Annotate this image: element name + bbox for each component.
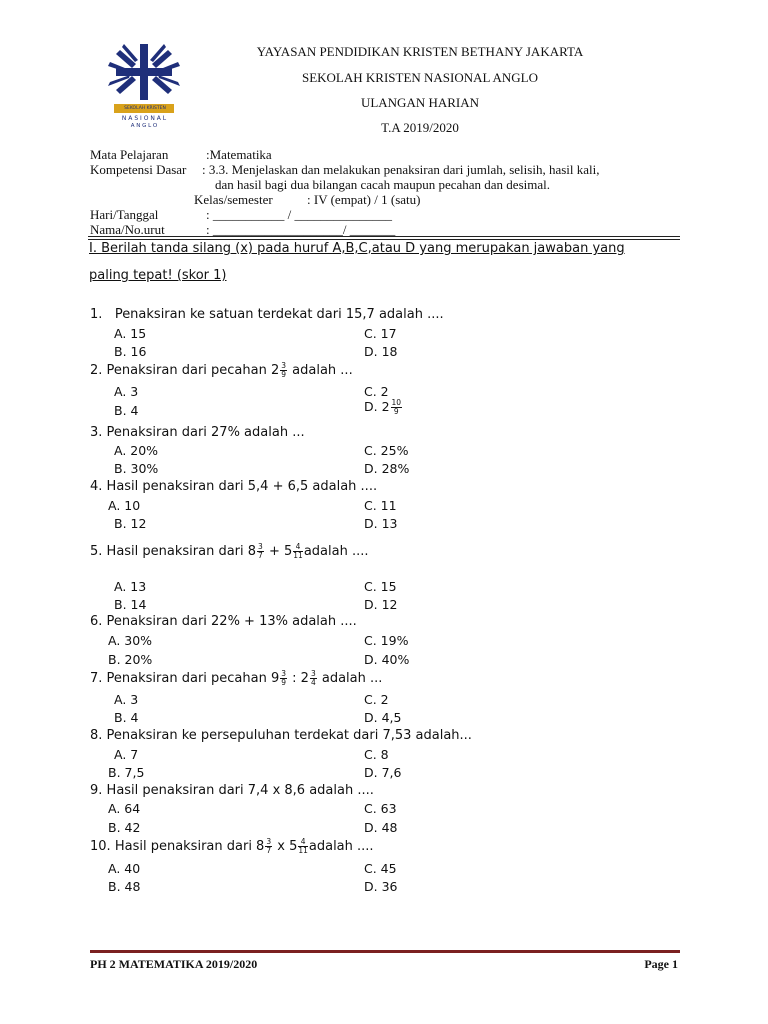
option-d: D. 13 — [364, 516, 398, 531]
header-rule-2 — [88, 239, 680, 240]
question-number: 7. — [90, 671, 103, 686]
question-number: 3. — [90, 425, 103, 440]
option-b: B. 48 — [108, 879, 141, 894]
question-6 — [90, 614, 357, 629]
mapel-value: :Matematika — [206, 147, 272, 162]
option-a: A. 64 — [108, 801, 141, 816]
question-2 — [90, 362, 353, 379]
footer-page: Page 1 — [644, 957, 678, 971]
option-b: B. 12 — [114, 516, 147, 531]
fraction: $\frac{3}{9}$ — [281, 669, 287, 687]
fraction: $\frac{4}{11}$ — [298, 837, 308, 855]
question-text: Hasil penaksiran dari 8 — [106, 544, 257, 559]
kelas-value: : IV (empat) / 1 (satu) — [307, 192, 421, 207]
question-5: 5. Hasil penaksiran dari 8 $\frac{3}{7}$ + 5 $\frac{4}{11}$ adalah .... — [90, 542, 369, 560]
option-a: A. 10 — [108, 498, 141, 513]
question-number: 10. — [90, 839, 111, 854]
logo-text-bottom1: N A S I O N A L — [121, 115, 167, 122]
footer-rule — [90, 950, 680, 953]
option-b: B. 30% — [114, 461, 159, 476]
question-text: Penaksiran dari pecahan 2 — [106, 363, 280, 378]
fraction: $\frac{3}{9}$ — [281, 361, 287, 379]
question-text-end: adalah .... — [303, 544, 369, 559]
instruction-line-2: paling tepat! (skor 1) — [89, 268, 227, 283]
question-text: Penaksiran dari 27% adalah ... — [106, 425, 305, 440]
question-4 — [90, 479, 377, 494]
question-3 — [90, 425, 305, 440]
option-a: A. 15 — [114, 326, 147, 341]
option-c: C. 63 — [364, 801, 397, 816]
logo-text-top: SEKOLAH KRISTEN — [124, 106, 166, 111]
instruction-line-1: I. Berilah tanda silang (x) pada huruf A,B,C,atau D yang merupakan jawaban yang — [89, 241, 625, 256]
option-d: D. 18 — [364, 344, 398, 359]
option-b: B. 16 — [114, 344, 147, 359]
option-d: D. 48 — [364, 820, 398, 835]
option-a: A. 3 — [114, 384, 139, 399]
question-text: Penaksiran ke persepuluhan terdekat dari 7,53 adalah... — [106, 728, 472, 743]
option-a: A. 13 — [114, 579, 147, 594]
option-c: C. 15 — [364, 579, 397, 594]
question-number: 1. — [90, 307, 103, 322]
question-number: 5. — [90, 544, 103, 559]
question-text: Hasil penaksiran dari 8 — [114, 839, 265, 854]
question-text: Penaksiran dari 22% + 13% adalah .... — [106, 614, 357, 629]
option-a: A. 20% — [114, 443, 159, 458]
option-c: C. 25% — [364, 443, 409, 458]
option-b: B. 42 — [108, 820, 141, 835]
option-d: D. 12 — [364, 597, 398, 612]
question-9 — [90, 783, 374, 798]
question-number: 9. — [90, 783, 103, 798]
kd-value-2: dan hasil bagi dua bilangan cacah maupun pecahan dan desimal. — [215, 177, 550, 192]
option-c: C. 19% — [364, 633, 409, 648]
nama-value: : ____________________/ _______ — [206, 222, 396, 237]
option-b: B. 7,5 — [108, 765, 145, 780]
fraction: $\frac{4}{11}$ — [293, 542, 303, 560]
option-b: B. 20% — [108, 652, 153, 667]
option-d: D. 4,5 — [364, 710, 402, 725]
question-number: 4. — [90, 479, 103, 494]
question-7: 7. Penaksiran dari pecahan 9 $\frac{3}{9}$ : 2 $\frac{3}{4}$ adalah ... — [90, 669, 383, 687]
question-10: 10. Hasil penaksiran dari 8 $\frac{3}{7}$ x 5 $\frac{4}{11}$ adalah .... — [90, 837, 374, 855]
option-d: D. 40% — [364, 652, 410, 667]
option-a: A. 3 — [114, 692, 139, 707]
option-c: C. 2 — [364, 384, 389, 399]
option-a: A. 7 — [114, 747, 139, 762]
kd-value-1: : 3.3. Menjelaskan dan melakukan penaksiran dari jumlah, selisih, hasil kali, — [202, 162, 600, 177]
question-text-end: adalah .... — [308, 839, 374, 854]
hari-value: : ___________ / _______________ — [206, 207, 392, 222]
nama-label: Nama/No.urut — [90, 222, 165, 237]
fraction: $\frac{3}{7}$ — [266, 837, 272, 855]
option-b: B. 4 — [114, 710, 139, 725]
fraction: $\frac{3}{7}$ — [258, 542, 263, 560]
question-text: Penaksiran ke satuan terdekat dari 15,7 adalah .... — [114, 307, 444, 322]
option-a: A. 40 — [108, 861, 141, 876]
option-c: C. 8 — [364, 747, 389, 762]
hari-label: Hari/Tanggal — [90, 207, 159, 222]
header-exam: ULANGAN HARIAN — [360, 95, 480, 110]
question-1 — [90, 307, 444, 322]
option-a: A. 30% — [108, 633, 153, 648]
footer-left: PH 2 MATEMATIKA 2019/2020 — [90, 957, 258, 971]
fraction: $\frac{3}{4}$ — [310, 669, 316, 687]
option-c: C. 45 — [364, 861, 397, 876]
question-number: 8. — [90, 728, 103, 743]
question-text-end: adalah ... — [288, 363, 353, 378]
option-c: C. 17 — [364, 326, 397, 341]
option-b: B. 14 — [114, 597, 147, 612]
header-rule-1 — [88, 236, 680, 237]
option-d: D. 36 — [364, 879, 398, 894]
logo-text-bottom2: A N G L O — [130, 123, 158, 129]
mapel-label: Mata Pelajaran — [90, 147, 169, 162]
option-d: D. 28% — [364, 461, 410, 476]
question-number: 6. — [90, 614, 103, 629]
question-text-end: adalah ... — [317, 671, 383, 686]
question-number: 2. — [90, 363, 103, 378]
option-b: B. 4 — [114, 403, 139, 418]
header-year: T.A 2019/2020 — [381, 120, 459, 135]
kelas-label: Kelas/semester — [194, 192, 273, 207]
header-foundation: YAYASAN PENDIDIKAN KRISTEN BETHANY JAKARTA — [256, 44, 584, 59]
option-d: D. 7,6 — [364, 765, 402, 780]
option-d: D. 2 $\frac{10}{9}$ — [364, 398, 402, 416]
question-text: Hasil penaksiran dari 5,4 + 6,5 adalah .... — [106, 479, 378, 494]
question-text: Penaksiran dari pecahan 9 — [106, 671, 280, 686]
question-text: Hasil penaksiran dari 7,4 x 8,6 adalah .... — [106, 783, 374, 798]
header-school: SEKOLAH KRISTEN NASIONAL ANGLO — [301, 70, 539, 85]
question-8 — [90, 728, 472, 743]
kd-label: Kompetensi Dasar — [90, 162, 187, 177]
option-c: C. 11 — [364, 498, 397, 513]
option-c: C. 2 — [364, 692, 389, 707]
fraction: $\frac{10}{9}$ — [391, 398, 402, 416]
